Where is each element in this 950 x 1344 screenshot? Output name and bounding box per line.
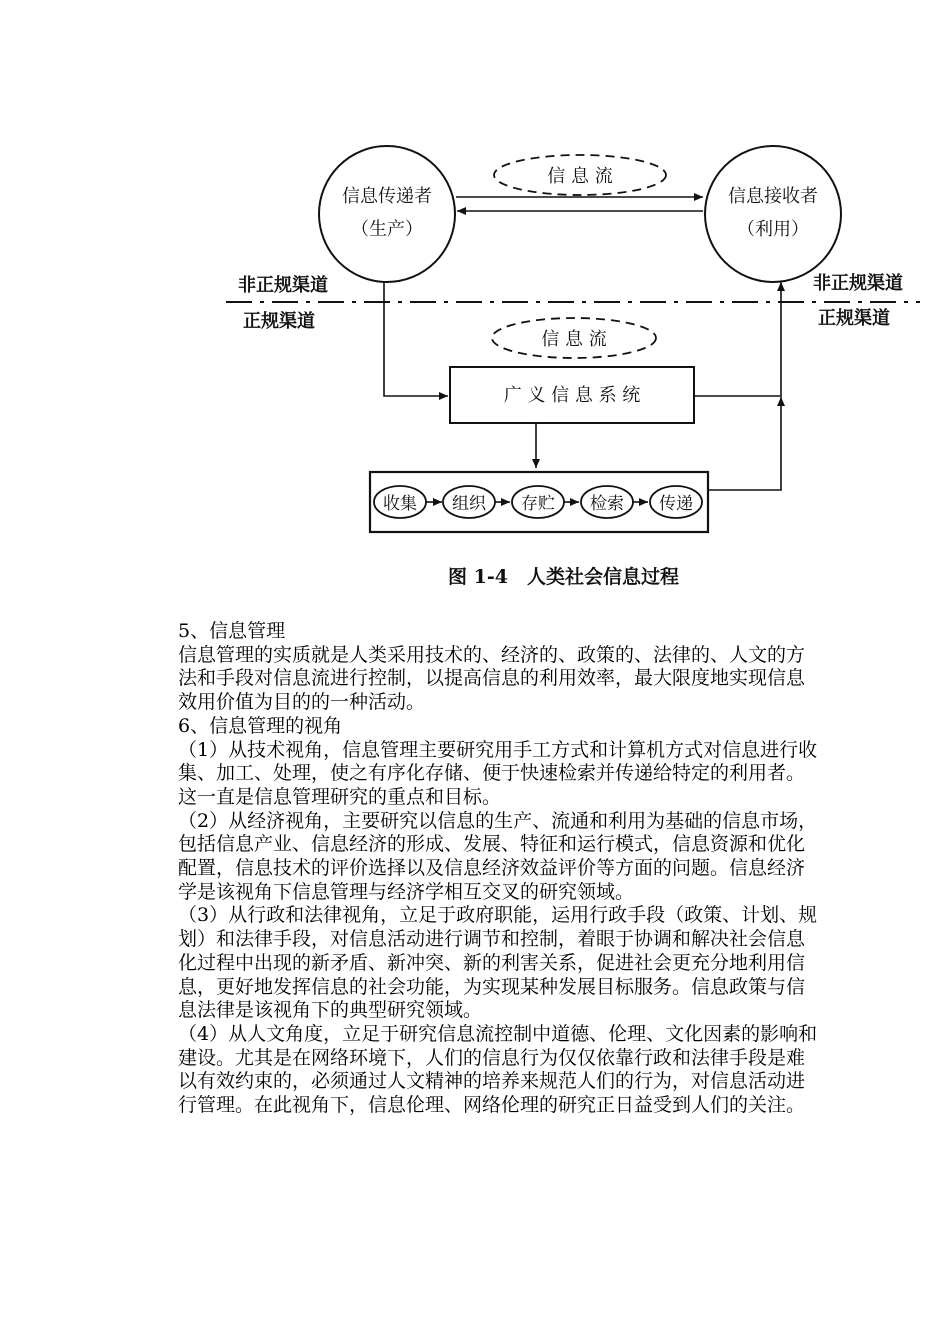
section-6-heading: 6、信息管理的视角 (178, 714, 343, 737)
formal-channel-left: 正规渠道 (243, 311, 315, 332)
info-flow-bottom-label: 信 息 流 (541, 329, 607, 350)
sender-node (319, 146, 455, 282)
figure-caption: 图 1-4 人类社会信息过程 (448, 566, 679, 588)
step-store-label: 存贮 (521, 494, 555, 514)
info-flow-top (494, 155, 666, 195)
perspective-administrative-legal: （3）从行政和法律视角，立足于政府职能，运用行政手段（政策、计划、规划）和法律手段，对信息活动进行调节和控制，着眼于协调和解决社会信息化过程中出现的新矛盾、新冲突、新的利害关系，促进社会更充分地利用信息，更好地发挥信息的社会功能，为实现某种发展目标服务。信息政策与信息法律是该视角下的典型研究领域。 (178, 904, 818, 1022)
step-collect-label: 收集 (383, 494, 417, 514)
section-5-body: 信息管理的实质就是人类采用技术的、经济的、政策的、法律的、人文的方法和手段对信息流进行控制，以提高信息的利用效率，最大限度地实现信息效用价值为目的的一种活动。 (178, 643, 806, 714)
article-body (178, 620, 818, 1118)
perspective-technical: （1）从技术视角，信息管理主要研究用手工方式和计算机方式对信息进行收集、加工、处理，使之有序化存储、便于快速检索并传递给特定的利用者。这一直是信息管理研究的重点和目标。 (178, 738, 818, 808)
information-process-diagram (0, 0, 950, 600)
info-flow-bottom (492, 318, 656, 358)
step-retrieve-label: 检索 (590, 494, 624, 514)
connector-sender-to-system (384, 282, 448, 396)
sender-label: 信息传递者 (342, 186, 432, 207)
section-5-heading: 5、信息管理 (178, 620, 286, 642)
perspective-humanistic: （4）从人文角度，立足于研究信息流控制中道德、伦理、文化因素的影响和建设。尤其是在网络环境下，人们的信息行为仅仅依靠行政和法律手段是难以有效约束的，必须通过人文精神的培养来规范人们的行为，对信息活动进行管理。在此视角下，信息伦理、网络伦理的研究正日益受到人们的关注。 (178, 1022, 818, 1117)
receiver-node (705, 146, 841, 282)
receiver-sublabel: （利用） (737, 219, 809, 240)
connector-system-to-receiver (694, 282, 781, 396)
info-flow-top-label: 信 息 流 (547, 166, 613, 187)
connector-process-to-receiver (708, 397, 781, 490)
receiver-label: 信息接收者 (728, 186, 818, 207)
info-system-box (450, 367, 694, 423)
perspective-economic: （2）从经济视角，主要研究以信息的生产、流通和利用为基础的信息市场，包括信息产业、信息经济的形成、发展、特征和运行模式，信息资源和优化配置，信息技术的评价选择以及信息经济效益评价等方面的问题。信息经济学是该视角下信息管理与经济学相互交叉的研究领域。 (178, 809, 818, 903)
step-transmit-label: 传递 (659, 494, 693, 514)
info-system-label: 广 义 信 息 系 统 (503, 385, 641, 406)
informal-channel-right: 非正规渠道 (813, 273, 903, 294)
sender-sublabel: （生产） (351, 219, 423, 240)
process-steps (374, 486, 702, 518)
informal-channel-left: 非正规渠道 (238, 275, 328, 296)
step-organize-label: 组织 (452, 494, 486, 514)
formal-channel-right: 正规渠道 (818, 308, 890, 329)
